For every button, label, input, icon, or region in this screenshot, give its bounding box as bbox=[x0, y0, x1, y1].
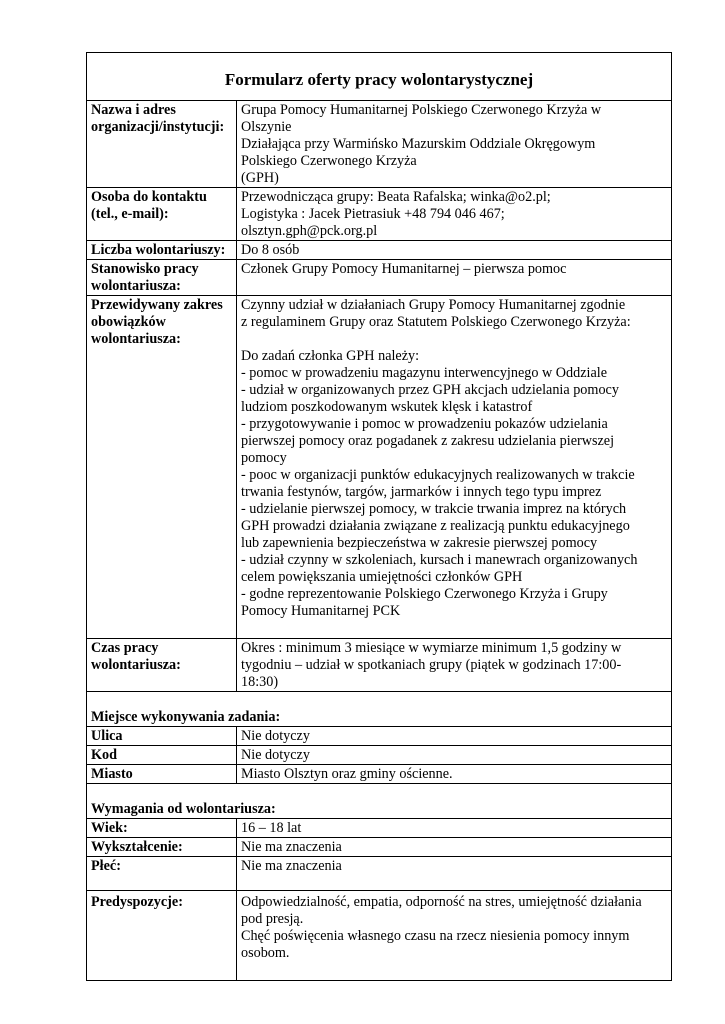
requirements-header-row bbox=[87, 784, 672, 819]
position-value: Członek Grupy Pomocy Humanitarnej – pierwsza pomoc bbox=[237, 260, 672, 296]
street-label: Ulica bbox=[87, 727, 237, 746]
street-row bbox=[87, 727, 672, 746]
requirements-header: Wymagania od wolontariusza: bbox=[87, 784, 672, 819]
volunteer-count-label: Liczba wolontariuszy: bbox=[87, 241, 237, 260]
volunteer-offer-form bbox=[86, 52, 672, 981]
street-value: Nie dotyczy bbox=[237, 727, 672, 746]
education-value: Nie ma znaczenia bbox=[237, 838, 672, 857]
time-row bbox=[87, 639, 672, 692]
code-row bbox=[87, 746, 672, 765]
contact-label: Osoba do kontaktu (tel., e-mail): bbox=[87, 188, 237, 241]
position-row bbox=[87, 260, 672, 296]
code-value: Nie dotyczy bbox=[237, 746, 672, 765]
traits-value: Odpowiedzialność, empatia, odporność na stres, umiejętność działania pod presją. Chęć poświęcenia własnego czasu na rzecz niesienia pomocy innym osobom. bbox=[237, 891, 672, 981]
place-header: Miejsce wykonywania zadania: bbox=[87, 692, 672, 727]
organization-label: Nazwa i adres organizacji/instytucji: bbox=[87, 101, 237, 188]
duties-value: Czynny udział w działaniach Grupy Pomocy Humanitarnej zgodnie z regulaminem Grupy oraz Statutem Polskiego Czerwonego Krzyża: Do zadań członka GPH należy: - pomoc w prowadzeniu magazynu interwencyjnego w Oddziale - udział w organizowanych przez GPH akcjach udzielania pomocy ludziom poszkodowanym wskutek klęsk i katastrof - przygotowywanie i pomoc w prowadzeniu pokazów udzielania pierwszej pomocy oraz pogadanek z zakresu udzielania pierwszej pomocy - pooc w organizacji punktów edukacyjnych realizowanych w trakcie trwania festynów, targów, jarmarków i innych tego typu imprez - udzielanie pierwszej pomocy, w trakcie trwania imprez na których GPH prowadzi działania związane z realizacją punktu edukacyjnego lub zapewnienia bezpieczeństwa w zakresie pierwszej pomocy - udział czynny w szkoleniach, kursach i manewrach organizowanych celem powiększania umiejętności członków GPH - godne reprezentowanie Polskiego Czerwonego Krzyża i Grupy Pomocy Humanitarnej PCK bbox=[237, 296, 672, 639]
city-label: Miasto bbox=[87, 765, 237, 784]
organization-row bbox=[87, 101, 672, 188]
duties-label: Przewidywany zakres obowiązków wolontariusza: bbox=[87, 296, 237, 639]
duties-row bbox=[87, 296, 672, 639]
time-label: Czas pracy wolontariusza: bbox=[87, 639, 237, 692]
place-header-row bbox=[87, 692, 672, 727]
gender-value: Nie ma znaczenia bbox=[237, 857, 672, 891]
form-title: Formularz oferty pracy wolontarystycznej bbox=[87, 53, 672, 101]
age-label: Wiek: bbox=[87, 819, 237, 838]
code-label: Kod bbox=[87, 746, 237, 765]
volunteer-count-row bbox=[87, 241, 672, 260]
traits-label: Predyspozycje: bbox=[87, 891, 237, 981]
traits-row bbox=[87, 891, 672, 981]
time-value: Okres : minimum 3 miesiące w wymiarze minimum 1,5 godziny w tygodniu – udział w spotkaniach grupy (piątek w godzinach 17:00- 18:30) bbox=[237, 639, 672, 692]
volunteer-count-value: Do 8 osób bbox=[237, 241, 672, 260]
education-label: Wykształcenie: bbox=[87, 838, 237, 857]
gender-label: Płeć: bbox=[87, 857, 237, 891]
city-row bbox=[87, 765, 672, 784]
contact-value: Przewodnicząca grupy: Beata Rafalska; winka@o2.pl; Logistyka : Jacek Pietrasiuk +48 794 046 467; olsztyn.gph@pck.org.pl bbox=[237, 188, 672, 241]
age-row bbox=[87, 819, 672, 838]
organization-value: Grupa Pomocy Humanitarnej Polskiego Czerwonego Krzyża w Olszynie Działająca przy Warmińsko Mazurskim Oddziale Okręgowym Polskiego Czerwonego Krzyża (GPH) bbox=[237, 101, 672, 188]
age-value: 16 – 18 lat bbox=[237, 819, 672, 838]
gender-row bbox=[87, 857, 672, 891]
contact-row bbox=[87, 188, 672, 241]
position-label: Stanowisko pracy wolontariusza: bbox=[87, 260, 237, 296]
education-row bbox=[87, 838, 672, 857]
city-value: Miasto Olsztyn oraz gminy ościenne. bbox=[237, 765, 672, 784]
